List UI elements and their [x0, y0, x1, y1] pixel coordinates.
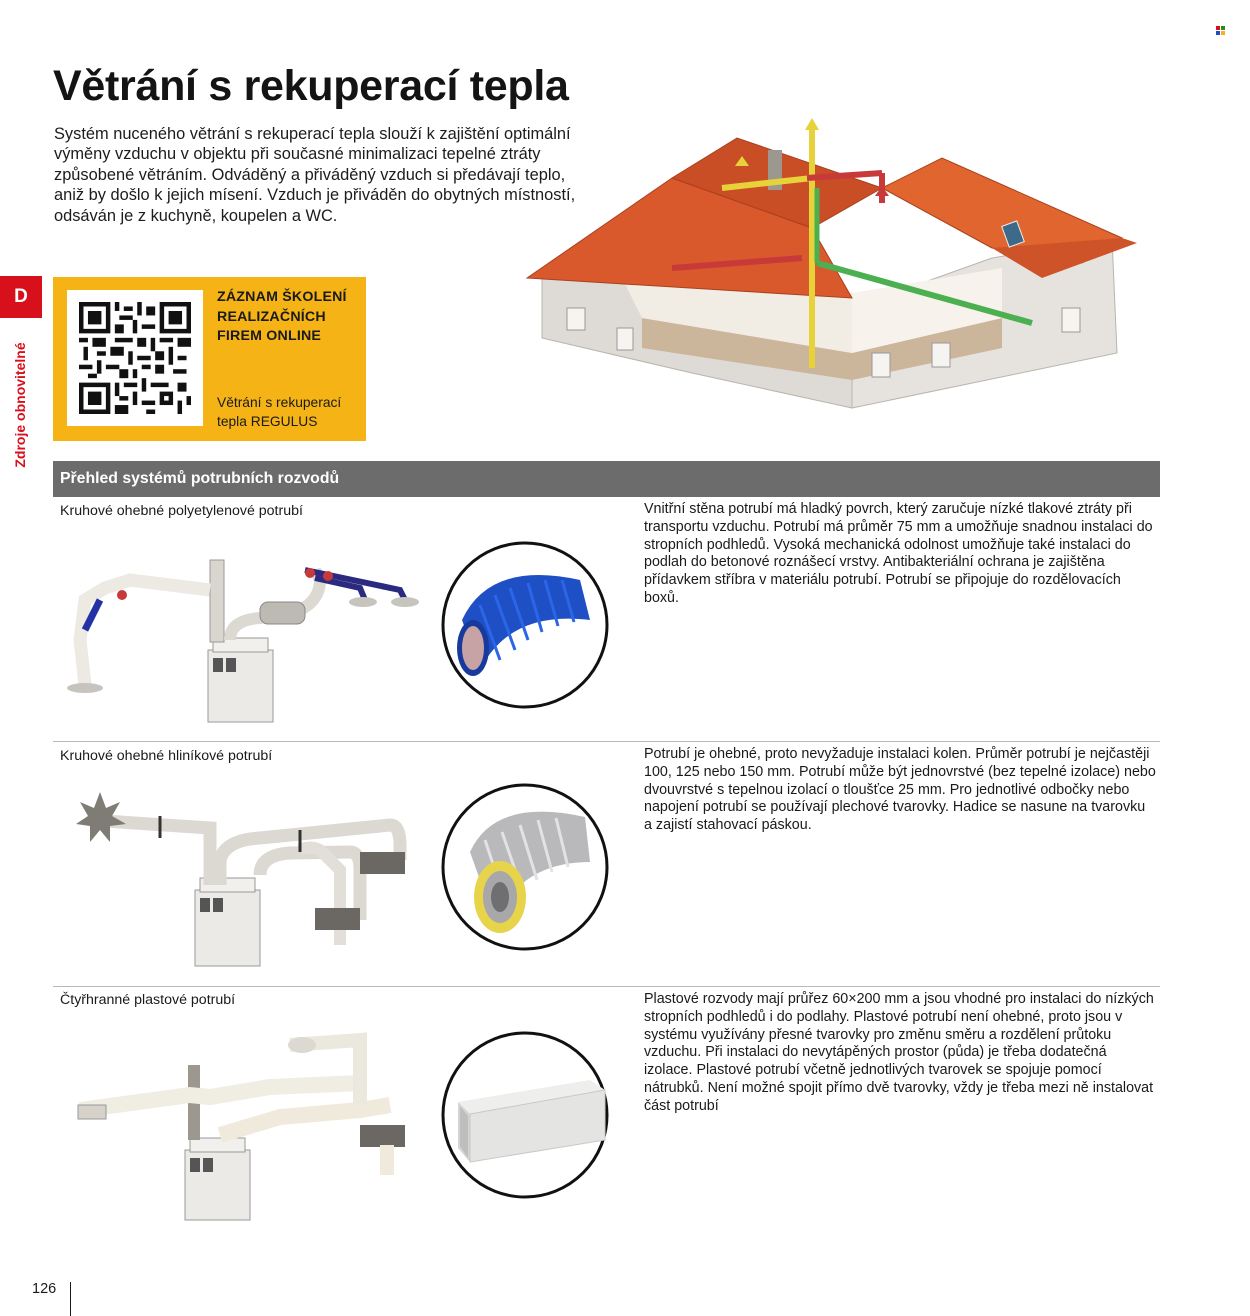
- vertical-duct: [210, 560, 224, 642]
- rectangular-system-illustration: [60, 1025, 430, 1225]
- system-title-aluminium: Kruhové ohebné hliníkové potrubí: [60, 748, 273, 764]
- system-description-polyethylene: Vnitřní stěna potrubí má hladký povrch, který zaručuje nízké tlakové ztráty při transportu vzduchu. Potrubí má průměr 75 mm a umožňuje snadnou instalaci do stropních podhledů. Vysoká mechanická odolnost umožňuje také instalaci do podlah do betonové roznášecí vrstvy. Antibakteriální ochrana je zajištěna přídavkem stříbra v materiálu potrubí. Potrubí se připojuje do rozdělovacích boxů.: [644, 501, 1153, 606]
- duct-pipe: [80, 580, 210, 685]
- polyethylene-system-illustration: [60, 540, 430, 730]
- arrow-up-icon: [805, 118, 819, 130]
- house-window: [567, 308, 585, 330]
- pipe-connector-red: [305, 568, 315, 578]
- row-divider: [53, 986, 1160, 987]
- floor-duct: [380, 1145, 394, 1175]
- system-description-aluminium: Potrubí je ohebné, proto nevyžaduje instalaci kolen. Průměr potrubí je nejčastěji 100, 125 nebo 150 mm. Potrubí může být jednovrstvé (bez tepelné izolace) nebo dvouvrstvé s tepelnou izolací o tloušťce 25 mm. Pro jednotlivé odbočky nebo napojení potrubí se používají plechové tvarovky. Hadice se nasune na tvarovku a zajistí stahovací páskou.: [644, 746, 1156, 834]
- page-title: Větrání s rekuperací tepla: [53, 62, 569, 110]
- house-window: [872, 353, 890, 377]
- air-valve: [67, 683, 103, 693]
- duct-pipe: [300, 848, 340, 946]
- qr-heading: ZÁZNAM ŠKOLENÍ REALIZAČNÍCH FIREM ONLINE: [217, 289, 347, 344]
- chapter-letter: D: [14, 286, 28, 307]
- silencer: [260, 602, 305, 624]
- system-description-rectangular: Plastové rozvody mají průřez 60×200 mm a jsou vhodné pro instalaci do nízkých stropních podhledů i do podlahy. Plastové potrubí není ohebné, proto jsou v systému využívány přesné tvarovky pro změnu směru a rozdělení průtoku vzduchu. Při instalaci do nevytápěných prostor (půda) je třeba dodatečná izolace. Plastové potrubí včetně jednotlivých tvarovek se spojuje pomocí nátrubků. Není možné spojit přímo dvě tvarovky, vždy je třeba mezi ně instalovat část potrubí: [644, 991, 1154, 1114]
- section-title: Přehled systémů potrubních rozvodů: [60, 470, 340, 487]
- qr-caption[interactable]: Větrání s rekuperací tepla REGULUS: [217, 395, 342, 429]
- aluminium-pipe-photo: [440, 782, 610, 952]
- page-number-rule: [70, 1282, 71, 1316]
- qr-code-frame: [67, 290, 203, 426]
- system-title-rectangular: Čtyřhranné plastové potrubí: [60, 992, 236, 1008]
- system-title-polyethylene: Kruhové ohebné polyetylenové potrubí: [60, 503, 303, 519]
- section-header: [53, 461, 1160, 497]
- polyethylene-pipe-photo: [440, 540, 610, 710]
- page-number: 126: [32, 1281, 57, 1297]
- chapter-label: Zdroje obnovitelné: [12, 342, 28, 468]
- unit-top-cap: [190, 1138, 245, 1152]
- air-valve-box: [360, 1125, 405, 1147]
- house-ventilation-illustration: [522, 118, 1142, 418]
- air-valve-box: [78, 1105, 106, 1119]
- air-valve-box: [315, 908, 360, 930]
- logo-dots-icon: [1216, 26, 1226, 36]
- house-window: [617, 328, 633, 350]
- qr-promo-box[interactable]: [53, 277, 366, 441]
- air-valve: [391, 597, 419, 607]
- row-divider: [53, 741, 1160, 742]
- house-window: [932, 343, 950, 367]
- chapter-tab[interactable]: [0, 276, 42, 318]
- qr-code-icon[interactable]: [79, 302, 191, 414]
- house-window: [1062, 308, 1080, 332]
- air-valve-box: [360, 852, 405, 874]
- air-valve: [349, 597, 377, 607]
- pipe-connector-red: [323, 571, 333, 581]
- air-valve: [288, 1037, 316, 1053]
- pipe-connector-red: [117, 590, 127, 600]
- rectangular-duct-photo: [440, 1030, 610, 1200]
- aluminium-system-illustration: [60, 790, 430, 975]
- intro-paragraph: Systém nuceného větrání s rekuperací tepla slouží k zajištění optimální výměny vzduchu v objektu při současné minimalizaci tepelné ztráty způsobené větráním. Odváděný a přiváděný vzduch si předávají teplo, aniž by došlo k jejich mísení. Vzduch je přiváděn do obytných místností, odsáván je z kuchyně, koupelen a WC.: [54, 125, 576, 225]
